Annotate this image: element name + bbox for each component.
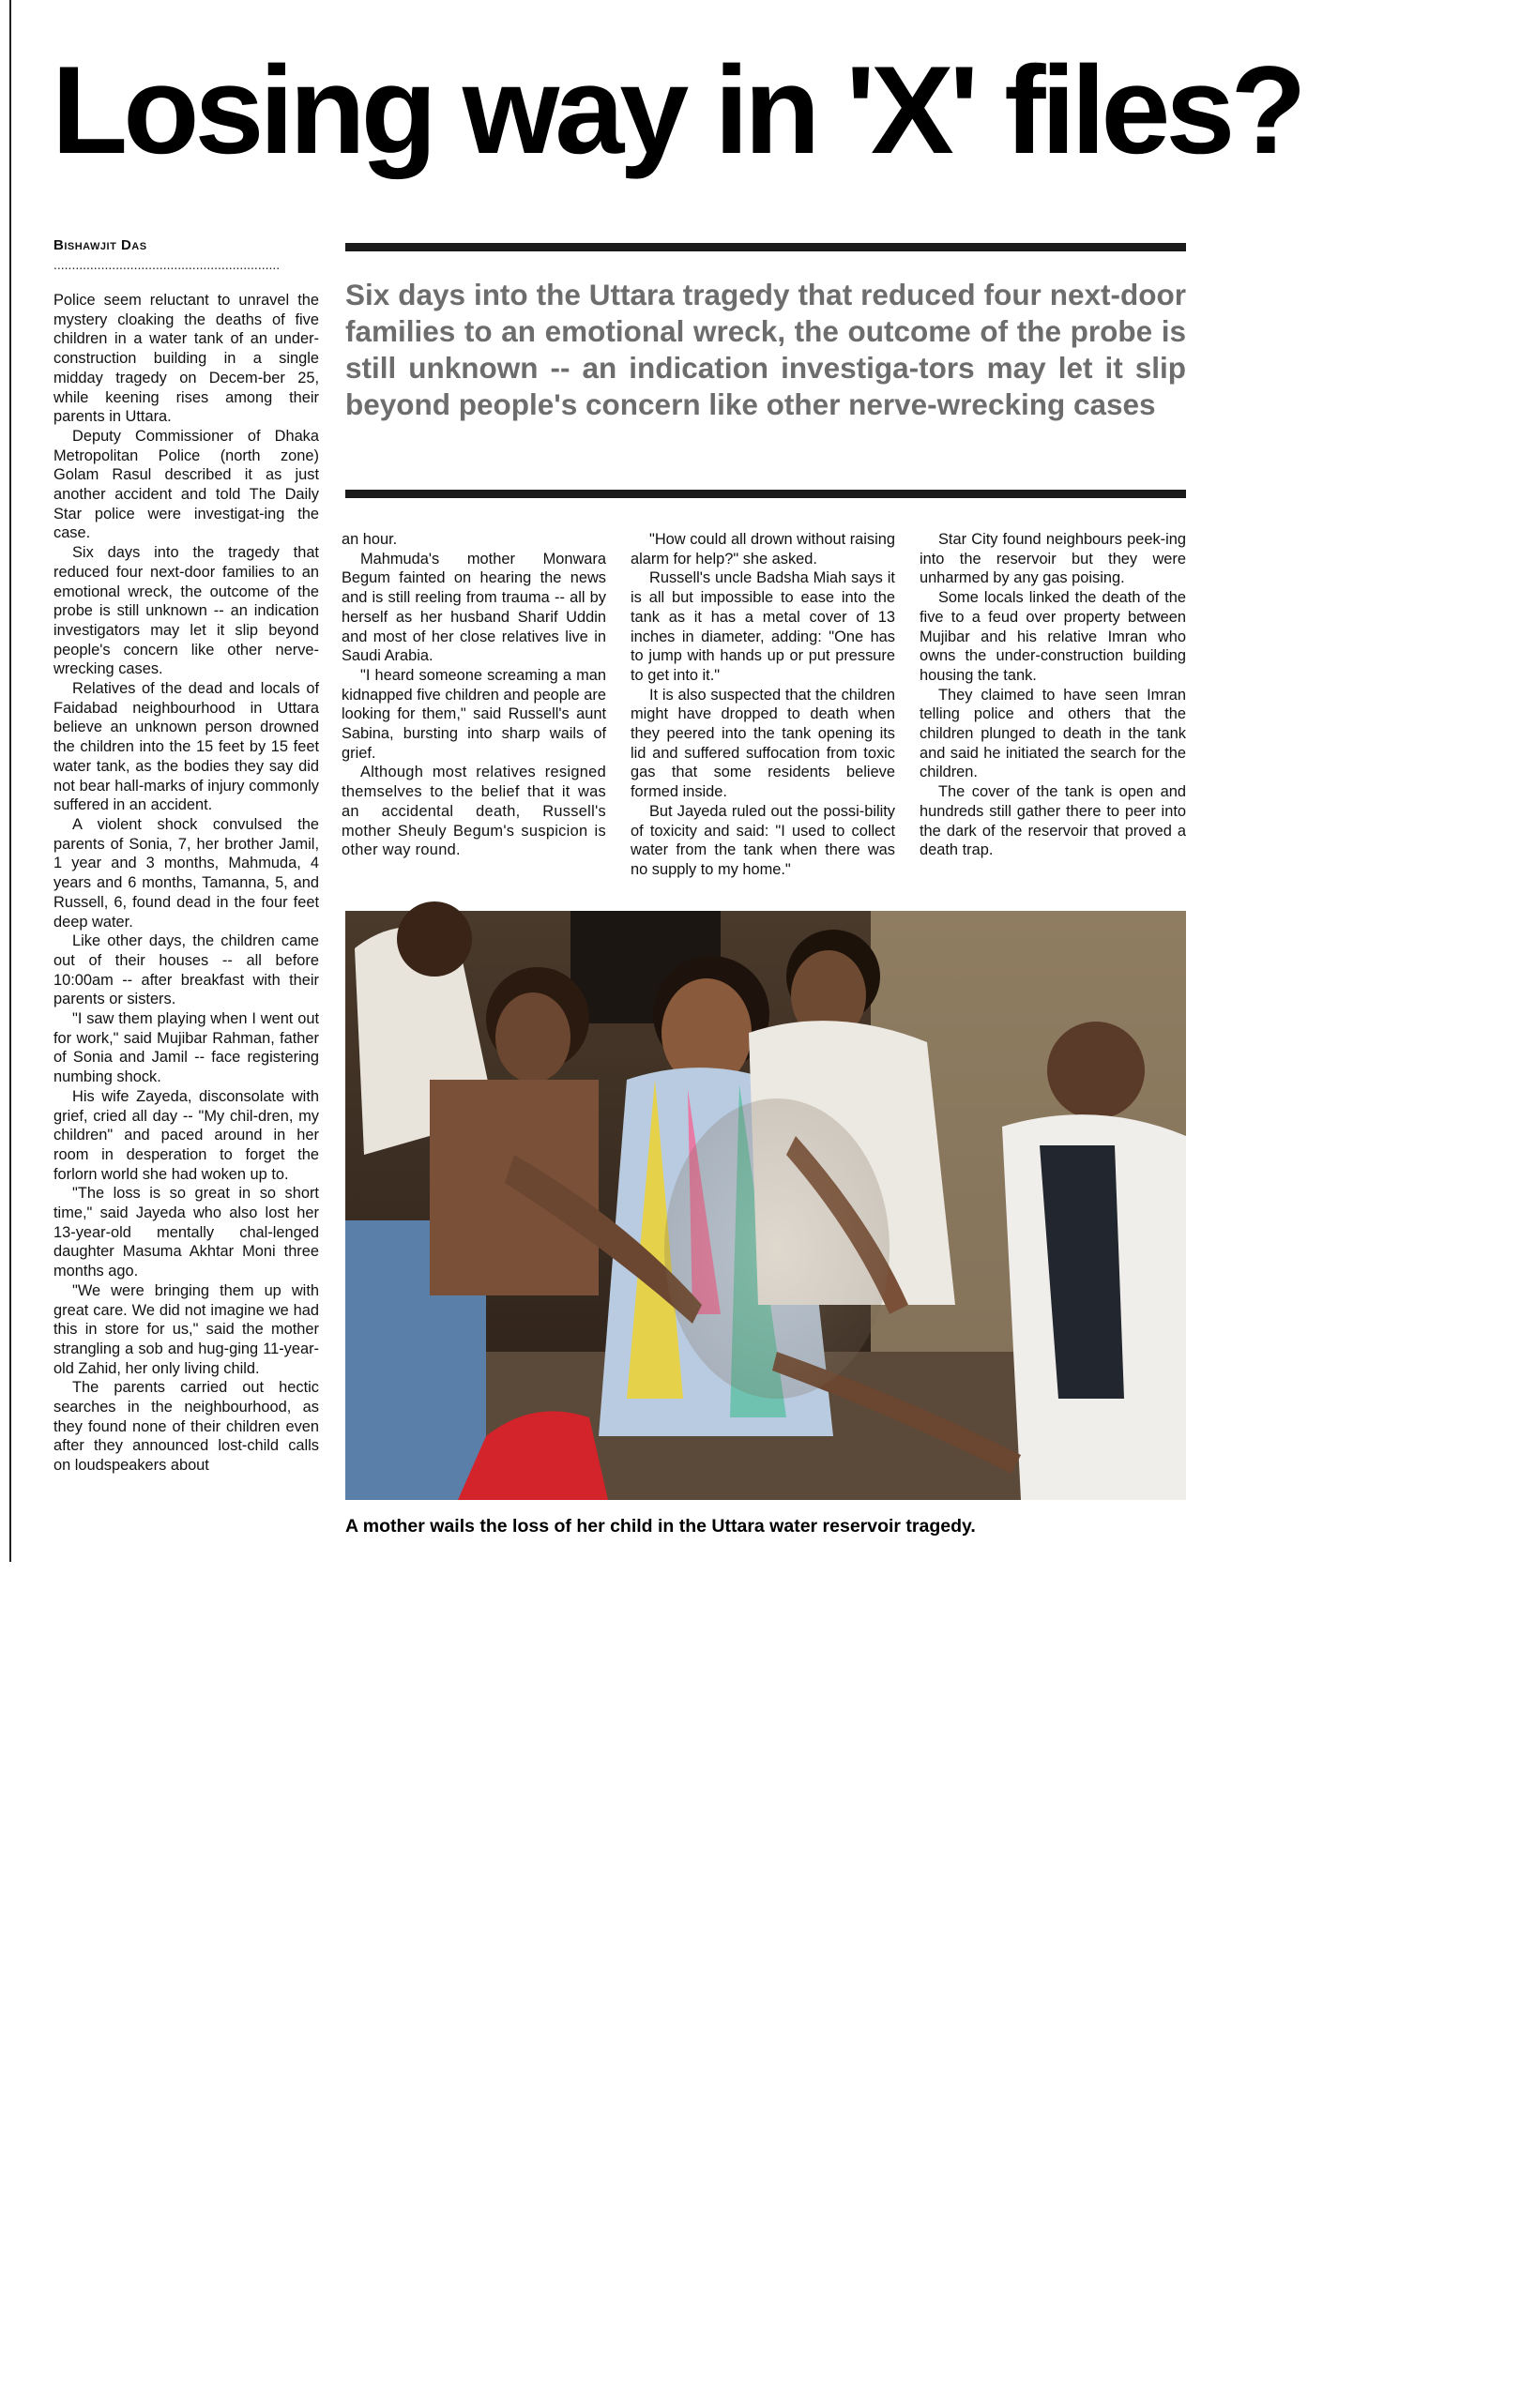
paragraph: "I heard someone screaming a man kidnapped five children and people are looking for them," said Russell's aunt Sabina, bursting into sharp wails of grief. bbox=[342, 666, 606, 762]
deck-top-rule bbox=[345, 243, 1186, 251]
paragraph: Russell's uncle Badsha Miah says it is all but impossible to ease into the tank as it has a metal cover of 13 inches in diameter, adding: "One has to jump with hands up or put pressure to get into it." bbox=[631, 569, 895, 684]
paragraph: Relatives of the dead and locals of Faidabad neighbourhood in Uttara believe an unknown person drowned the children into the 15 feet by 15 feet water tank, as the bodies they say did not bear hall-marks of injury commonly suffered in an accident. bbox=[53, 680, 319, 814]
byline-dotted-rule: .............................................................. bbox=[53, 257, 281, 272]
photo-illustration bbox=[345, 911, 1186, 1500]
paragraph: Police seem reluctant to unravel the mystery cloaking the deaths of five children in a water tank of an under-construction building in a single midday tragedy on Decem-ber 25, while keening rises among their parents in Uttara. bbox=[53, 292, 319, 426]
article-column-4 bbox=[920, 530, 1186, 868]
paragraph: They claimed to have seen Imran telling police and others that the children plunged to death in the tank and said he initiated the search for the children. bbox=[920, 686, 1186, 781]
paragraph: Six days into the tragedy that reduced four next-door families to an emotional wreck, the outcome of the probe is still unknown -- an indication investigators may let it slip beyond people's concern like other nerve-wrecking cases. bbox=[53, 544, 319, 678]
article-column-2 bbox=[342, 530, 606, 886]
paragraph: Some locals linked the death of the five to a feud over property between Mujibar and his relative Imran who owns the under-construction building housing the tank. bbox=[920, 589, 1186, 684]
paragraph: an hour. bbox=[342, 531, 398, 548]
paragraph: Deputy Commissioner of Dhaka Metropolitan Police (north zone) Golam Rasul described it as just another accident and told The Daily Star police were investigat-ing the case. bbox=[53, 427, 319, 542]
paragraph: The cover of the tank is open and hundreds still gather there to peer into the dark of the reservoir that proved a death trap. bbox=[920, 783, 1186, 859]
article-column-1 bbox=[53, 291, 319, 1557]
photo-caption: A mother wails the loss of her child in the Uttara water reservoir tragedy. bbox=[345, 1516, 976, 1537]
paragraph: A violent shock convulsed the parents of Sonia, 7, her brother Jamil, 1 year and 3 months, Mahmuda, 4 years and 6 months, Tamanna, 5, and Russell, 6, found dead in the four feet deep water. bbox=[53, 815, 319, 931]
paragraph: "The loss is so great in so short time," said Jayeda who also lost her 13-year-old mentally chal-lenged daughter Masuma Akhtar Moni three months ago. bbox=[53, 1185, 319, 1280]
paragraph: The parents carried out hectic searches in the neighbourhood, as they found none of their children even after they announced lost-child calls on loudspeakers about bbox=[53, 1379, 319, 1475]
photo-credit: AMRAN HOSSAIN bbox=[1526, 2323, 1536, 2408]
paragraph: It is also suspected that the children might have dropped to death when they peered into the tank opening its lid and suffered suffocation from toxic gas that some residents believe formed inside. bbox=[631, 686, 895, 801]
paragraph: "How could all drown without raising alarm for help?" she asked. bbox=[631, 531, 895, 568]
deck: Six days into the Uttara tragedy that reduced four next-door families to an emotional wreck, the outcome of the probe is still unknown -- an indication investiga-tors may let it slip beyond people's concern like other nerve-wrecking cases bbox=[345, 278, 1186, 421]
paragraph: Like other days, the children came out of their houses -- all before 10:00am -- after breakfast with their parents or sisters. bbox=[53, 932, 319, 1008]
paragraph: "I saw them playing when I went out for work," said Mujibar Rahman, father of Sonia and Jamil -- face registering numbing shock. bbox=[53, 1010, 319, 1086]
page-left-border bbox=[9, 0, 11, 1562]
paragraph: "We were bringing them up with great care. We did not imagine we had this in store for us," said the mother strangling a sob and hug-ging 11-year-old Zahid, her only living child. bbox=[53, 1281, 319, 1377]
paragraph: Mahmuda's mother Monwara Begum fainted on hearing the news and is still reeling from trauma -- all by herself as her husband Sharif Uddin and most of her close relatives live in Saudi Arabia. bbox=[342, 550, 606, 665]
paragraph: Star City found neighbours peek-ing into the reservoir but they were unharmed by any gas poising. bbox=[920, 531, 1186, 587]
headline: Losing way in 'X' files? bbox=[52, 41, 1302, 180]
paragraph: Although most relatives resigned themselves to the belief that it was an accidental death, Russell's mother Sheuly Begum's suspicion is other way round. bbox=[342, 764, 606, 859]
byline: Bishawjit Das bbox=[53, 237, 147, 253]
paragraph: But Jayeda ruled out the possi-bility of toxicity and said: "I used to collect water from the tank when there was no supply to my home." bbox=[631, 802, 895, 878]
deck-bottom-rule bbox=[345, 490, 1186, 498]
article-column-3 bbox=[631, 530, 895, 896]
paragraph: His wife Zayeda, disconsolate with grief, cried all day -- "My chil-dren, my children" and paced around in her room in desperation to forget the forlorn world she had woken up to. bbox=[53, 1087, 319, 1183]
